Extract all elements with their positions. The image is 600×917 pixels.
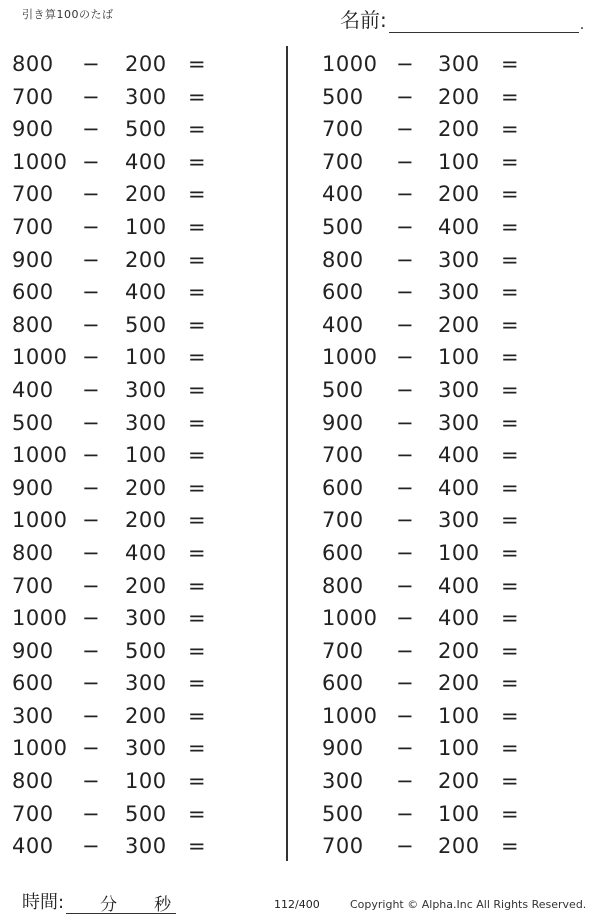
minuend: 500	[12, 410, 54, 435]
equals-sign: =	[188, 149, 207, 174]
minuend: 500	[322, 214, 364, 239]
minus-sign: −	[396, 703, 415, 728]
minus-sign: −	[82, 443, 101, 468]
minuend: 500	[322, 84, 364, 109]
subtrahend: 100	[125, 769, 167, 794]
subtrahend: 200	[125, 508, 167, 533]
subtrahend: 200	[125, 247, 167, 272]
minus-sign: −	[82, 117, 101, 142]
minuend: 700	[322, 638, 364, 663]
minuend: 800	[322, 247, 364, 272]
subtrahend: 300	[438, 377, 480, 402]
time-label: 時間:	[22, 892, 65, 913]
seconds-label: 秒	[154, 895, 172, 915]
minus-sign: −	[82, 736, 101, 761]
minuend: 1000	[322, 703, 378, 728]
minus-sign: −	[82, 540, 101, 565]
minus-sign: −	[82, 214, 101, 239]
equals-sign: =	[501, 117, 520, 142]
equals-sign: =	[501, 606, 520, 631]
subtrahend: 200	[125, 52, 167, 76]
subtrahend: 100	[125, 214, 167, 239]
equals-sign: =	[188, 182, 207, 207]
minutes-label: 分	[100, 895, 118, 915]
minuend: 800	[12, 312, 54, 337]
minus-sign: −	[396, 410, 415, 435]
time-blank-line[interactable]	[66, 889, 176, 914]
subtrahend: 100	[438, 703, 480, 728]
subtrahend: 300	[125, 736, 167, 761]
minuend: 700	[12, 573, 54, 598]
minus-sign: −	[82, 703, 101, 728]
minus-sign: −	[396, 84, 415, 109]
subtrahend: 100	[438, 540, 480, 565]
equals-sign: =	[188, 117, 207, 142]
minus-sign: −	[82, 508, 101, 533]
minuend: 400	[322, 182, 364, 207]
minus-sign: −	[82, 377, 101, 402]
minus-sign: −	[396, 573, 415, 598]
minus-sign: −	[396, 149, 415, 174]
minuend: 700	[322, 508, 364, 533]
time-field	[22, 888, 176, 914]
minuend: 1000	[322, 606, 378, 631]
minus-sign: −	[396, 247, 415, 272]
minus-sign: −	[82, 345, 101, 370]
subtrahend: 400	[125, 540, 167, 565]
equals-sign: =	[188, 638, 207, 663]
minuend: 800	[12, 769, 54, 794]
minus-sign: −	[82, 834, 101, 859]
minuend: 1000	[12, 345, 68, 370]
minus-sign: −	[396, 540, 415, 565]
subtrahend: 100	[438, 736, 480, 761]
subtrahend: 200	[438, 312, 480, 337]
minus-sign: −	[82, 247, 101, 272]
equals-sign: =	[188, 508, 207, 533]
minuend: 700	[12, 214, 54, 239]
subtrahend: 300	[438, 247, 480, 272]
minuend: 700	[322, 834, 364, 859]
subtrahend: 100	[438, 801, 480, 826]
minuend: 600	[322, 280, 364, 305]
equals-sign: =	[501, 182, 520, 207]
subtrahend: 200	[438, 769, 480, 794]
subtrahend: 200	[438, 182, 480, 207]
subtrahend: 400	[125, 149, 167, 174]
minuend: 700	[12, 84, 54, 109]
minuend: 900	[12, 638, 54, 663]
equals-sign: =	[188, 769, 207, 794]
minus-sign: −	[82, 149, 101, 174]
equals-sign: =	[501, 638, 520, 663]
minuend: 500	[322, 801, 364, 826]
equals-sign: =	[188, 801, 207, 826]
equals-sign: =	[188, 377, 207, 402]
equals-sign: =	[188, 312, 207, 337]
minuend: 900	[322, 736, 364, 761]
name-label: 名前:	[340, 8, 387, 32]
subtrahend: 300	[125, 671, 167, 696]
equals-sign: =	[501, 801, 520, 826]
page-number: 112/400	[274, 898, 320, 911]
minuend: 300	[322, 769, 364, 794]
equals-sign: =	[188, 247, 207, 272]
equals-sign: =	[188, 573, 207, 598]
minus-sign: −	[396, 475, 415, 500]
minuend: 600	[322, 475, 364, 500]
minus-sign: −	[396, 443, 415, 468]
subtrahend: 100	[125, 345, 167, 370]
minuend: 700	[322, 443, 364, 468]
worksheet-title: 引き算100のたば	[22, 8, 114, 21]
minuend: 700	[322, 149, 364, 174]
minuend: 700	[322, 117, 364, 142]
minuend: 1000	[12, 443, 68, 468]
minuend: 600	[12, 280, 54, 305]
minus-sign: −	[396, 671, 415, 696]
minus-sign: −	[82, 280, 101, 305]
minus-sign: −	[82, 606, 101, 631]
subtrahend: 400	[438, 606, 480, 631]
subtrahend: 400	[125, 280, 167, 305]
equals-sign: =	[188, 280, 207, 305]
minus-sign: −	[396, 52, 415, 76]
equals-sign: =	[501, 769, 520, 794]
equals-sign: =	[188, 606, 207, 631]
equals-sign: =	[188, 52, 207, 76]
equals-sign: =	[501, 671, 520, 696]
equals-sign: =	[501, 475, 520, 500]
minus-sign: −	[82, 52, 101, 76]
subtrahend: 300	[438, 410, 480, 435]
minuend: 1000	[12, 736, 68, 761]
minuend: 400	[12, 377, 54, 402]
minus-sign: −	[82, 769, 101, 794]
minuend: 700	[12, 801, 54, 826]
subtrahend: 400	[438, 573, 480, 598]
minuend: 900	[322, 410, 364, 435]
copyright-text: Copyright © Alpha.Inc All Rights Reserved.	[350, 898, 587, 911]
minuend: 600	[322, 540, 364, 565]
equals-sign: =	[501, 247, 520, 272]
subtrahend: 200	[125, 475, 167, 500]
equals-sign: =	[501, 345, 520, 370]
minuend: 900	[12, 247, 54, 272]
minus-sign: −	[396, 377, 415, 402]
equals-sign: =	[188, 214, 207, 239]
minuend: 600	[322, 671, 364, 696]
minus-sign: −	[82, 182, 101, 207]
minuend: 1000	[12, 149, 68, 174]
minus-sign: −	[396, 182, 415, 207]
minus-sign: −	[82, 475, 101, 500]
minuend: 800	[12, 540, 54, 565]
equals-sign: =	[501, 52, 520, 76]
equals-sign: =	[188, 671, 207, 696]
minus-sign: −	[82, 312, 101, 337]
equals-sign: =	[188, 703, 207, 728]
equals-sign: =	[188, 736, 207, 761]
subtrahend: 200	[125, 182, 167, 207]
minuend: 800	[12, 52, 54, 76]
minuend: 800	[322, 573, 364, 598]
minuend: 1000	[322, 345, 378, 370]
subtrahend: 400	[438, 443, 480, 468]
minuend: 1000	[322, 52, 378, 76]
minus-sign: −	[396, 769, 415, 794]
equals-sign: =	[188, 443, 207, 468]
equals-sign: =	[501, 573, 520, 598]
equals-sign: =	[501, 410, 520, 435]
minuend: 900	[12, 117, 54, 142]
minus-sign: −	[82, 573, 101, 598]
subtrahend: 200	[125, 573, 167, 598]
minuend: 500	[322, 377, 364, 402]
subtrahend: 400	[438, 214, 480, 239]
minus-sign: −	[82, 638, 101, 663]
name-end-dot: .	[579, 17, 585, 33]
name-field	[340, 4, 584, 33]
equals-sign: =	[501, 834, 520, 859]
minus-sign: −	[396, 345, 415, 370]
equals-sign: =	[501, 703, 520, 728]
subtrahend: 100	[438, 345, 480, 370]
minuend: 400	[12, 834, 54, 859]
equals-sign: =	[501, 214, 520, 239]
minus-sign: −	[396, 214, 415, 239]
equals-sign: =	[501, 312, 520, 337]
equals-sign: =	[501, 149, 520, 174]
subtrahend: 500	[125, 801, 167, 826]
equals-sign: =	[501, 84, 520, 109]
subtrahend: 300	[125, 377, 167, 402]
equals-sign: =	[188, 475, 207, 500]
equals-sign: =	[501, 280, 520, 305]
subtrahend: 400	[438, 475, 480, 500]
subtrahend: 500	[125, 638, 167, 663]
minuend: 1000	[12, 606, 68, 631]
equals-sign: =	[188, 84, 207, 109]
subtrahend: 100	[125, 443, 167, 468]
subtrahend: 200	[438, 671, 480, 696]
minus-sign: −	[82, 410, 101, 435]
subtrahend: 200	[438, 638, 480, 663]
name-blank-line[interactable]	[389, 10, 579, 33]
subtrahend: 300	[438, 280, 480, 305]
subtrahend: 500	[125, 312, 167, 337]
minuend: 1000	[12, 508, 68, 533]
subtrahend: 300	[125, 410, 167, 435]
subtrahend: 300	[125, 606, 167, 631]
subtrahend: 200	[438, 84, 480, 109]
equals-sign: =	[501, 443, 520, 468]
subtrahend: 300	[438, 52, 480, 76]
subtrahend: 200	[125, 703, 167, 728]
subtrahend: 100	[438, 149, 480, 174]
equals-sign: =	[188, 345, 207, 370]
equals-sign: =	[501, 736, 520, 761]
minus-sign: −	[396, 834, 415, 859]
minus-sign: −	[396, 801, 415, 826]
equals-sign: =	[188, 834, 207, 859]
subtrahend: 200	[438, 834, 480, 859]
subtrahend: 300	[125, 834, 167, 859]
subtrahend: 300	[438, 508, 480, 533]
equals-sign: =	[188, 540, 207, 565]
minuend: 400	[322, 312, 364, 337]
minus-sign: −	[396, 117, 415, 142]
minus-sign: −	[396, 736, 415, 761]
minuend: 300	[12, 703, 54, 728]
equals-sign: =	[501, 540, 520, 565]
minus-sign: −	[396, 638, 415, 663]
minus-sign: −	[82, 671, 101, 696]
equals-sign: =	[188, 410, 207, 435]
minus-sign: −	[82, 801, 101, 826]
minus-sign: −	[396, 312, 415, 337]
minuend: 600	[12, 671, 54, 696]
minus-sign: −	[396, 606, 415, 631]
subtrahend: 500	[125, 117, 167, 142]
minus-sign: −	[82, 84, 101, 109]
minus-sign: −	[396, 280, 415, 305]
equals-sign: =	[501, 377, 520, 402]
minuend: 700	[12, 182, 54, 207]
subtrahend: 300	[125, 84, 167, 109]
column-divider	[286, 46, 288, 861]
equals-sign: =	[501, 508, 520, 533]
minus-sign: −	[396, 508, 415, 533]
minuend: 900	[12, 475, 54, 500]
subtrahend: 200	[438, 117, 480, 142]
